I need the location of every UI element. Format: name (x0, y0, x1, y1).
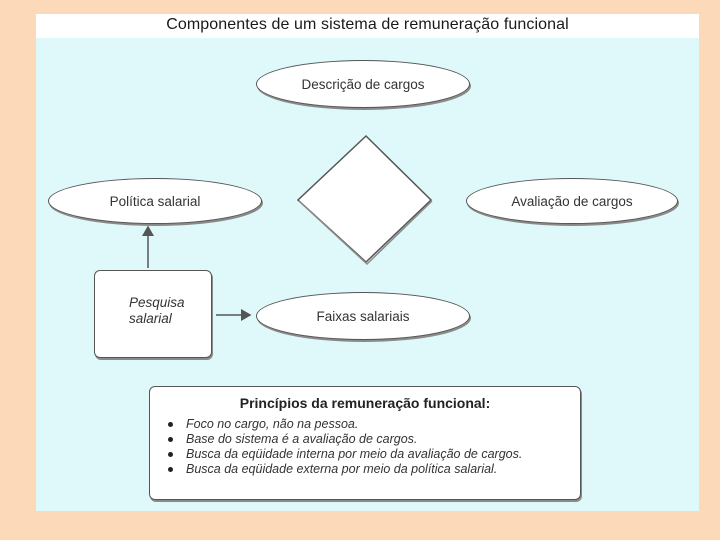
node-avaliacao-label: Avaliação de cargos (511, 193, 633, 209)
principle-item: Busca da eqüidade externa por meio da política salarial. (166, 462, 522, 477)
node-faixas-label: Faixas salariais (316, 308, 410, 324)
node-descricao-label: Descrição de cargos (301, 76, 425, 92)
node-avaliacao-de-cargos (466, 178, 678, 224)
principles-box (149, 386, 581, 500)
node-pesquisa-label: Pesquisa salarial (129, 295, 185, 326)
principle-item: Base do sistema é a avaliação de cargos. (166, 432, 522, 447)
principles-heading: Princípios da remuneração funcional: (239, 395, 491, 411)
node-politica-label: Política salarial (109, 193, 201, 209)
principles-list (166, 417, 522, 477)
diagram-title: Componentes de um sistema de remuneração funcional (166, 16, 569, 33)
central-diamond (298, 136, 431, 262)
node-descricao-de-cargos (256, 60, 470, 108)
principle-item: Foco no cargo, não na pessoa. (166, 417, 522, 432)
node-pesquisa-salarial (94, 270, 212, 358)
node-politica-salarial (48, 178, 262, 224)
slide (36, 14, 699, 511)
node-faixas-salariais (256, 292, 470, 340)
principle-item: Busca da eqüidade interna por meio da avaliação de cargos. (166, 447, 522, 462)
